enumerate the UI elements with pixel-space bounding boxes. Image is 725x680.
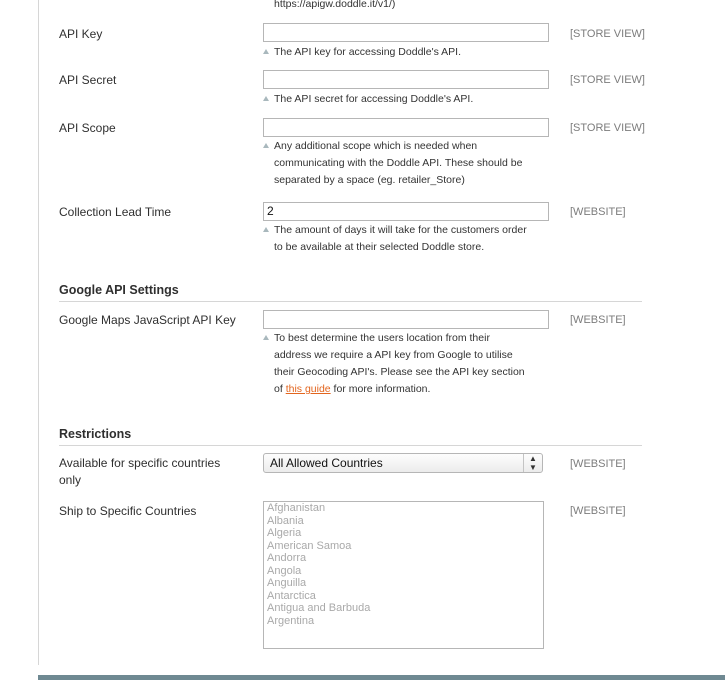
api-key-scope: [STORE VIEW] [570, 28, 645, 40]
triangle-up-icon [263, 227, 269, 232]
google-section-title: Google API Settings [59, 283, 642, 302]
country-option[interactable]: Albania [267, 514, 304, 527]
config-panel [38, 0, 725, 665]
api-scope-input[interactable] [263, 118, 549, 137]
specific-countries-scope: [WEBSITE] [570, 458, 626, 470]
country-option[interactable]: Angola [267, 564, 302, 577]
api-scope-note: Any additional scope which is needed when communicating with the Doddle API. These should be separated by a space (eg. retailer_Store) [263, 138, 559, 189]
maps-key-note: To best determine the users location from their address we require a API key from Google to utilise their Geocoding API's. Please see the API key section of this guide for more information. [263, 330, 548, 398]
api-scope-label: API Scope [59, 121, 116, 135]
maps-key-input[interactable] [263, 310, 549, 329]
lead-time-label: Collection Lead Time [59, 205, 172, 219]
country-option[interactable]: Afghanistan [267, 502, 326, 514]
country-option[interactable]: Algeria [267, 527, 302, 539]
api-key-note: The API key for accessing Doddle's API. [263, 44, 548, 61]
ship-to-scope: [WEBSITE] [570, 505, 626, 517]
up-down-arrows-icon: ▲ ▼ [523, 454, 542, 472]
specific-countries-label: Available for specific countries only [59, 456, 221, 487]
bottom-bar [38, 675, 725, 680]
api-secret-input[interactable] [263, 70, 549, 89]
api-url-note: https://apigw.doddle.it/v1/) [274, 0, 396, 10]
maps-key-scope: [WEBSITE] [570, 314, 626, 326]
api-scope-scope: [STORE VIEW] [570, 122, 645, 134]
country-option[interactable]: American Samoa [267, 539, 352, 552]
country-option[interactable]: Andorra [267, 552, 307, 564]
ship-to-multiselect[interactable] [263, 501, 544, 649]
maps-key-label: Google Maps JavaScript API Key [59, 313, 236, 327]
api-secret-note: The API secret for accessing Doddle's API. [263, 91, 548, 108]
specific-countries-select[interactable]: All Allowed Countries ▲ ▼ [263, 453, 543, 473]
this-guide-link[interactable]: this guide [285, 383, 331, 395]
triangle-up-icon [263, 143, 269, 148]
triangle-up-icon [263, 335, 269, 340]
country-option[interactable]: Antarctica [267, 589, 316, 602]
api-secret-scope: [STORE VIEW] [570, 74, 645, 86]
country-option[interactable]: Antigua and Barbuda [267, 602, 371, 614]
api-secret-label: API Secret [59, 73, 117, 87]
lead-time-scope: [WEBSITE] [570, 206, 626, 218]
restrictions-section-title: Restrictions [59, 427, 642, 446]
country-option[interactable]: Anguilla [267, 577, 307, 589]
lead-time-input[interactable]: 2 [263, 202, 549, 221]
country-option[interactable]: Argentina [267, 614, 315, 627]
ship-to-label: Ship to Specific Countries [59, 504, 197, 518]
lead-time-note: The amount of days it will take for the customers order to be available at their selected Doddle store. [263, 222, 559, 256]
api-key-input[interactable] [263, 23, 549, 42]
api-key-label: API Key [59, 27, 103, 41]
triangle-up-icon [263, 49, 269, 54]
triangle-up-icon [263, 96, 269, 101]
